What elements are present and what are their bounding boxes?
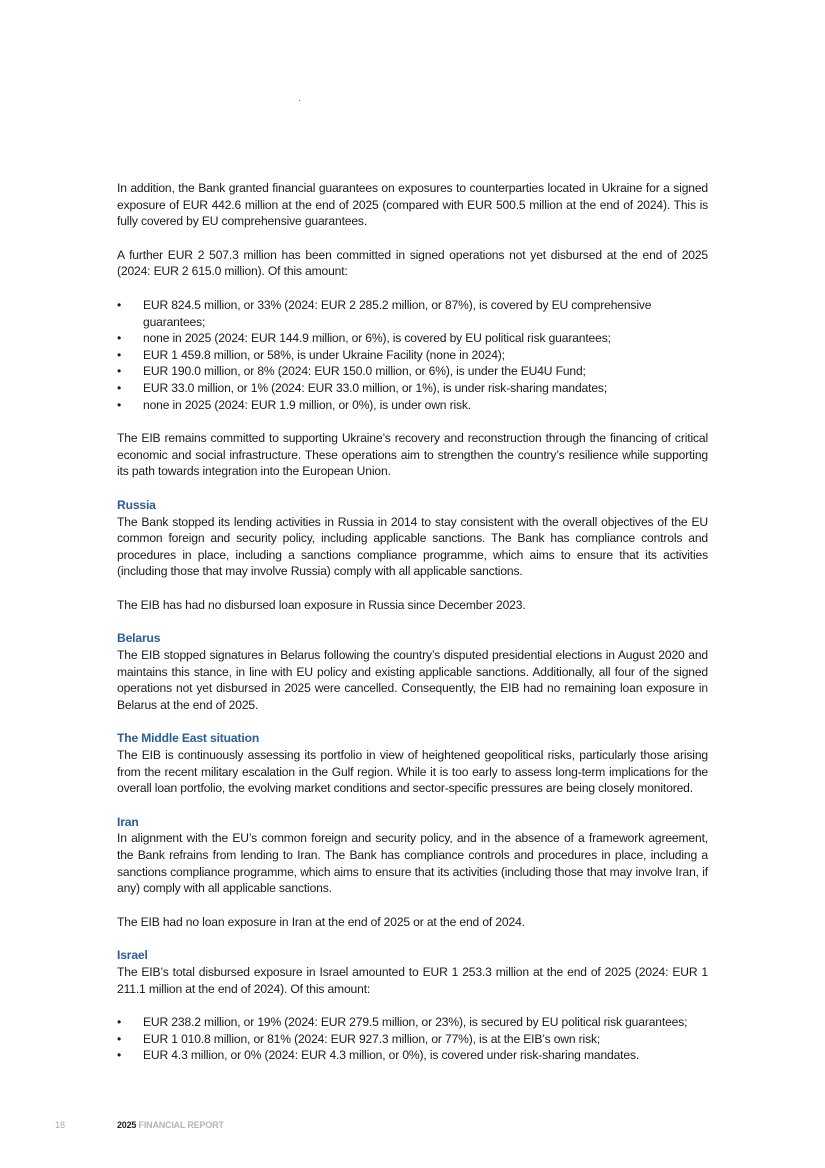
report-label bbox=[117, 1119, 224, 1131]
ukraine-undisbursed-list bbox=[117, 297, 708, 413]
russia-paragraph: The Bank stopped its lending activities in Russia in 2014 to stay consistent with the overall objectives of the EU common foreign and security policy, including applicable sanctions. The Bank has compliance controls and procedures in place, including a sanctions compliance programme, which aims to ensure that its activities (including those that may involve Russia) comply with all applicable sanctions. bbox=[117, 514, 708, 579]
list-item: • EUR 190.0 million, or 8% (2024: EUR 150.0 million, or 6%), is under the EU4U Fund; bbox=[117, 363, 708, 380]
list-item: • EUR 33.0 million, or 1% (2024: EUR 33.0 million, or 1%), is under risk-sharing mandates; bbox=[117, 380, 708, 397]
middle-east-paragraph: The EIB is continuously assessing its portfolio in view of heightened geopolitical risks, particularly those arising from the recent military escalation in the Gulf region. While it is too early to assess long-term implications for the overall loan portfolio, the evolving market conditions and sector-specific pressures are being closely monitored. bbox=[117, 748, 708, 796]
ukraine-guarantees-paragraph: In addition, the Bank granted financial guarantees on exposures to counterparties located in Ukraine for a signed exposure of EUR 442.6 million at the end of 2025 (compared with EUR 500.5 million at the end of 2024). This is fully covered by EU comprehensive guarantees. bbox=[117, 181, 708, 229]
list-item: • EUR 1 459.8 million, or 58%, is under Ukraine Facility (none in 2024); bbox=[117, 347, 708, 364]
main-content bbox=[117, 180, 708, 1064]
list-item: • EUR 4.3 million, or 0% (2024: EUR 4.3 million, or 0%), is covered under risk-sharing mandates. bbox=[117, 1047, 708, 1064]
list-item: • EUR 238.2 million, or 19% (2024: EUR 279.5 million, or 23%), is secured by EU political risk guarantees; bbox=[117, 1014, 708, 1031]
israel-exposure-list bbox=[117, 1014, 708, 1064]
russia-heading: Russia bbox=[117, 497, 156, 512]
belarus-section bbox=[117, 630, 708, 713]
belarus-heading: Belarus bbox=[117, 631, 161, 646]
iran-exposure-paragraph: The EIB had no loan exposure in Iran at the end of 2025 or at the end of 2024. bbox=[117, 914, 525, 929]
list-item: • none in 2025 (2024: EUR 1.9 million, or 0%), is under own risk. bbox=[117, 397, 708, 414]
belarus-paragraph: The EIB stopped signatures in Belarus following the country’s disputed presidential elections in August 2020 and maintains this stance, in line with EU policy and existing applicable sanctions. Additionally, all four of the signed operations not yet disbursed in 2025 were cancelled. Consequently, the EIB had no remaining loan exposure in Belarus at the end of 2025. bbox=[117, 648, 708, 712]
ukraine-commitment-paragraph: The EIB remains committed to supporting Ukraine’s recovery and reconstruction through the financing of critical economic and social infrastructure. These operations aim to strengthen the country’s resilience while supporting its path towards integration into the European Union. bbox=[117, 431, 708, 479]
middle-east-section bbox=[117, 730, 708, 796]
list-item: • EUR 1 010.8 million, or 81% (2024: EUR 927.3 million, or 77%), is at the EIB’s own risk; bbox=[117, 1031, 708, 1048]
stray-mark bbox=[299, 100, 300, 101]
israel-heading: Israel bbox=[117, 948, 148, 963]
list-item: • EUR 824.5 million, or 33% (2024: EUR 2 285.2 million, or 87%), is covered by EU comprehensive guarantees; bbox=[117, 297, 708, 330]
israel-section bbox=[117, 947, 708, 1064]
page-number: 18 bbox=[55, 1120, 66, 1130]
iran-paragraph: In alignment with the EU’s common foreign and security policy, and in the absence of a framework agreement, the Bank refrains from lending to Iran. The Bank has compliance controls and procedures in place, including a sanctions compliance programme, which aims to ensure that its activities (including those that may involve Iran, if any) comply with all applicable sanctions. bbox=[117, 831, 708, 896]
report-year: 2025 bbox=[117, 1120, 137, 1130]
list-item: • none in 2025 (2024: EUR 144.9 million, or 6%), is covered by EU political risk guarantees; bbox=[117, 330, 708, 347]
iran-section bbox=[117, 814, 708, 931]
russia-section bbox=[117, 497, 708, 614]
russia-exposure-paragraph: The EIB has had no disbursed loan exposure in Russia since December 2023. bbox=[117, 597, 526, 612]
report-title: FINANCIAL REPORT bbox=[138, 1120, 224, 1130]
ukraine-undisbursed-paragraph: A further EUR 2 507.3 million has been committed in signed operations not yet disbursed at the end of 2025 (2024: EUR 2 615.0 million). Of this amount: bbox=[117, 247, 708, 279]
middle-east-heading: The Middle East situation bbox=[117, 731, 260, 746]
israel-paragraph: The EIB’s total disbursed exposure in Israel amounted to EUR 1 253.3 million at the end of 2025 (2024: EUR 1 211.1 million at the end of 2024). Of this amount: bbox=[117, 964, 708, 996]
iran-heading: Iran bbox=[117, 814, 139, 829]
